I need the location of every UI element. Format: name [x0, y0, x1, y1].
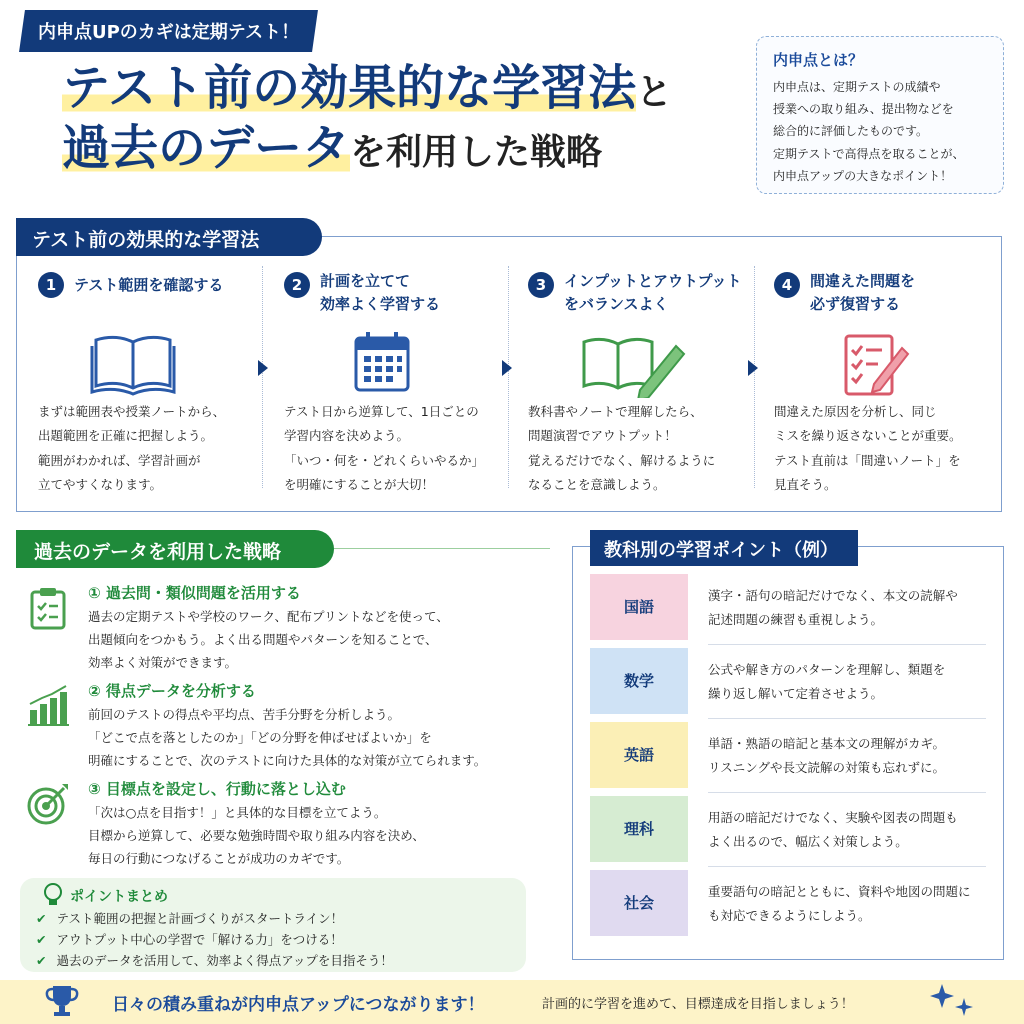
subject-line: 重要語句の暗記とともに、資料や地図の問題に — [708, 884, 971, 899]
strategy-body — [88, 703, 546, 772]
summary-item — [36, 908, 510, 929]
summary-list — [36, 908, 510, 971]
strategy-body — [88, 605, 546, 674]
summary-heading: ポイントまとめ — [70, 889, 168, 905]
step-description — [284, 400, 524, 498]
row-separator — [708, 866, 986, 867]
body-line: 「どこで点を落としたのか」「どの分野を伸ばせばよいか」を — [88, 730, 432, 746]
desc-line: 教科書やノートで理解したら、 — [528, 404, 703, 419]
footer-sub-text: 計画的に学習を進めて、目標達成を目指しましょう！ — [542, 997, 854, 1012]
step-title-line: 計画を立てて — [320, 272, 411, 290]
summary-item — [36, 929, 510, 950]
desc-line: 覚えるだけでなく、解けるように — [528, 452, 716, 468]
subject-label: 英語 — [590, 722, 688, 788]
title-line-1-suffix: と — [636, 72, 673, 113]
desc-line: 立てやすくなります。 — [38, 477, 163, 493]
subject-text — [708, 584, 988, 632]
subject-line: 繰り返し解いて定着させよう。 — [708, 685, 884, 701]
bar-chart-icon — [26, 684, 70, 728]
summary-box — [20, 878, 526, 972]
step-title-line: 効率よく学習する — [320, 295, 441, 314]
strategy-item-1 — [26, 582, 546, 674]
subject-line: 用語の暗記だけでなく、実験や図表の問題も — [708, 810, 958, 825]
step-3 — [528, 270, 754, 493]
subject-text — [708, 658, 988, 706]
info-body — [773, 76, 987, 187]
body-line: 出題傾向をつかもう。よく出る問題やパターンを知ることで、 — [88, 632, 438, 648]
title-line-1-text: テスト前の効果的な学習法 — [62, 60, 637, 116]
step-title-line: 必ず復習する — [810, 295, 901, 314]
step-title — [810, 270, 1000, 317]
strategy-title: ② 得点データを分析する — [88, 682, 256, 700]
info-line: 総合的に評価したものです。 — [773, 124, 929, 139]
desc-line: ミスを繰り返さないことが重要。 — [774, 428, 962, 444]
desc-line: 学習内容を決めよう。 — [284, 428, 410, 444]
body-line: 目標から逆算して、必要な勉強時間や取り組み内容を決め、 — [88, 828, 425, 844]
desc-line: 「いつ・何を・どれくらいやるか」 — [284, 452, 485, 468]
title-line-2 — [62, 118, 672, 178]
strategy-title: ③ 目標点を設定し、行動に落とし込む — [88, 780, 346, 798]
desc-line: を明確にすることが大切！ — [284, 477, 435, 493]
header-tag — [19, 10, 318, 52]
page-title — [62, 58, 672, 178]
check-icon: ✔ — [36, 932, 47, 947]
checklist-icon — [824, 328, 914, 398]
step-title-line: をバランスよく — [564, 295, 669, 314]
step-1 — [38, 270, 264, 493]
header-tag-text: 内申点UPのカギは定期テスト！ — [38, 22, 300, 43]
section-rule — [334, 548, 550, 549]
footer-main-text: 日々の積み重ねが内申点アップにつながります！ — [112, 995, 485, 1015]
subject-label: 社会 — [590, 870, 688, 936]
step-number: 1 — [38, 272, 64, 298]
strategy-title: ① 過去問・類似問題を活用する — [88, 584, 301, 602]
title-line-2-suffix: を利用した戦略 — [350, 132, 603, 173]
step-2 — [284, 270, 510, 493]
step-4 — [774, 270, 1000, 493]
desc-line: 範囲がわかれば、学習計画が — [38, 452, 201, 468]
subject-text — [708, 806, 988, 854]
subject-line: 記述問題の練習も重視しよう。 — [708, 611, 884, 627]
row-separator — [708, 644, 986, 645]
body-line: 明確にすることで、次のテストに向けた具体的な対策が立てられます。 — [88, 753, 487, 769]
step-arrow-icon — [748, 360, 758, 376]
subject-label: 数学 — [590, 648, 688, 714]
info-line: 定期テストで高得点を取ることが、 — [773, 146, 965, 161]
body-line: 前回のテストの得点や平均点、苦手分野を分析しよう。 — [88, 707, 401, 722]
step-title — [320, 270, 510, 317]
desc-line: 問題演習でアウトプット！ — [528, 428, 677, 444]
title-line-1 — [62, 58, 672, 118]
strategy-item-3 — [26, 778, 546, 870]
study-methods-heading: テスト前の効果的な学習法 — [16, 218, 322, 256]
lightbulb-icon — [42, 882, 64, 908]
subject-text — [708, 880, 988, 928]
step-number: 3 — [528, 272, 554, 298]
trophy-icon — [44, 984, 80, 1018]
title-line-2-text: 過去のデータ — [62, 120, 351, 176]
desc-line: なることを意識しよう。 — [528, 477, 666, 493]
subject-line: リスニングや長文読解の対策も忘れずに。 — [708, 759, 946, 775]
subject-line: 単語・熟語の暗記と基本文の理解がカギ。 — [708, 736, 946, 751]
subject-row — [590, 648, 986, 714]
strategy-item-2 — [26, 680, 546, 772]
step-title-line: 間違えた問題を — [810, 272, 916, 290]
desc-line: 間違えた原因を分析し、同じ — [774, 404, 937, 419]
check-icon: ✔ — [36, 911, 47, 926]
step-number: 2 — [284, 272, 310, 298]
row-separator — [708, 792, 986, 793]
info-line: 内申点は、定期テストの成績や — [773, 80, 941, 94]
subject-label: 理科 — [590, 796, 688, 862]
summary-text: 過去のデータを活用して、効率よく得点アップを目指そう！ — [56, 953, 393, 968]
info-heading: 内申点とは？ — [773, 51, 864, 69]
summary-text: テスト範囲の把握と計画づくりがスタートライン！ — [56, 911, 344, 926]
check-icon: ✔ — [36, 953, 47, 968]
body-line: 過去の定期テストや学校のワーク、配布プリントなどを使って、 — [88, 609, 449, 624]
step-divider — [754, 266, 755, 488]
subject-text — [708, 732, 988, 780]
step-arrow-icon — [502, 360, 512, 376]
data-strategy-heading: 過去のデータを利用した戦略 — [16, 530, 334, 568]
calendar-icon — [334, 328, 424, 398]
step-title: テスト範囲を確認する — [74, 276, 224, 294]
summary-text: アウトプット中心の学習で「解ける力」をつける！ — [56, 932, 343, 947]
step-title-line: インプットとアウトプット — [564, 272, 742, 290]
desc-line: 出題範囲を正確に把握しよう。 — [38, 428, 214, 444]
step-number: 4 — [774, 272, 800, 298]
info-box — [756, 36, 1004, 194]
strategy-body — [88, 801, 546, 870]
body-line: 「次は○点を目指す！」と具体的な目標を立てよう。 — [88, 805, 387, 820]
subject-line: 公式や解き方のパターンを理解し、類題を — [708, 662, 946, 677]
info-line: 授業への取り組み、提出物などを — [773, 102, 954, 117]
clipboard-icon — [26, 586, 70, 630]
subject-line: よく出るので、幅広く対策しよう。 — [708, 833, 908, 849]
desc-line: テスト日から逆算して、1日ごとの — [284, 404, 479, 419]
subject-line: も対応できるようにしよう。 — [708, 907, 871, 923]
subject-row — [590, 870, 986, 936]
summary-item — [36, 950, 510, 971]
step-title — [564, 270, 754, 317]
step-description — [528, 400, 768, 498]
subject-line: 漢字・語句の暗記だけでなく、本文の読解や — [708, 588, 958, 603]
open-book-icon — [88, 328, 178, 398]
body-line: 効率よく対策ができます。 — [88, 655, 238, 671]
desc-line: 見直そう。 — [774, 477, 837, 493]
book-pencil-icon — [578, 328, 688, 398]
step-description — [38, 400, 278, 498]
step-arrow-icon — [258, 360, 268, 376]
subject-row — [590, 722, 986, 788]
desc-line: テスト直前は「間違いノート」を — [774, 452, 961, 468]
info-line: 内申点アップの大きなポイント！ — [773, 168, 953, 183]
footer-banner — [0, 980, 1024, 1024]
step-divider — [262, 266, 263, 488]
step-divider — [508, 266, 509, 488]
desc-line: まずは範囲表や授業ノートから、 — [38, 404, 226, 419]
body-line: 毎日の行動につなげることが成功のカギです。 — [88, 851, 350, 867]
row-separator — [708, 718, 986, 719]
sparkle-icon — [928, 982, 978, 1020]
subjects-heading: 教科別の学習ポイント（例） — [590, 530, 858, 566]
subject-row — [590, 796, 986, 862]
subject-row — [590, 574, 986, 640]
subject-label: 国語 — [590, 574, 688, 640]
step-description — [774, 400, 1014, 498]
target-icon — [26, 782, 70, 826]
